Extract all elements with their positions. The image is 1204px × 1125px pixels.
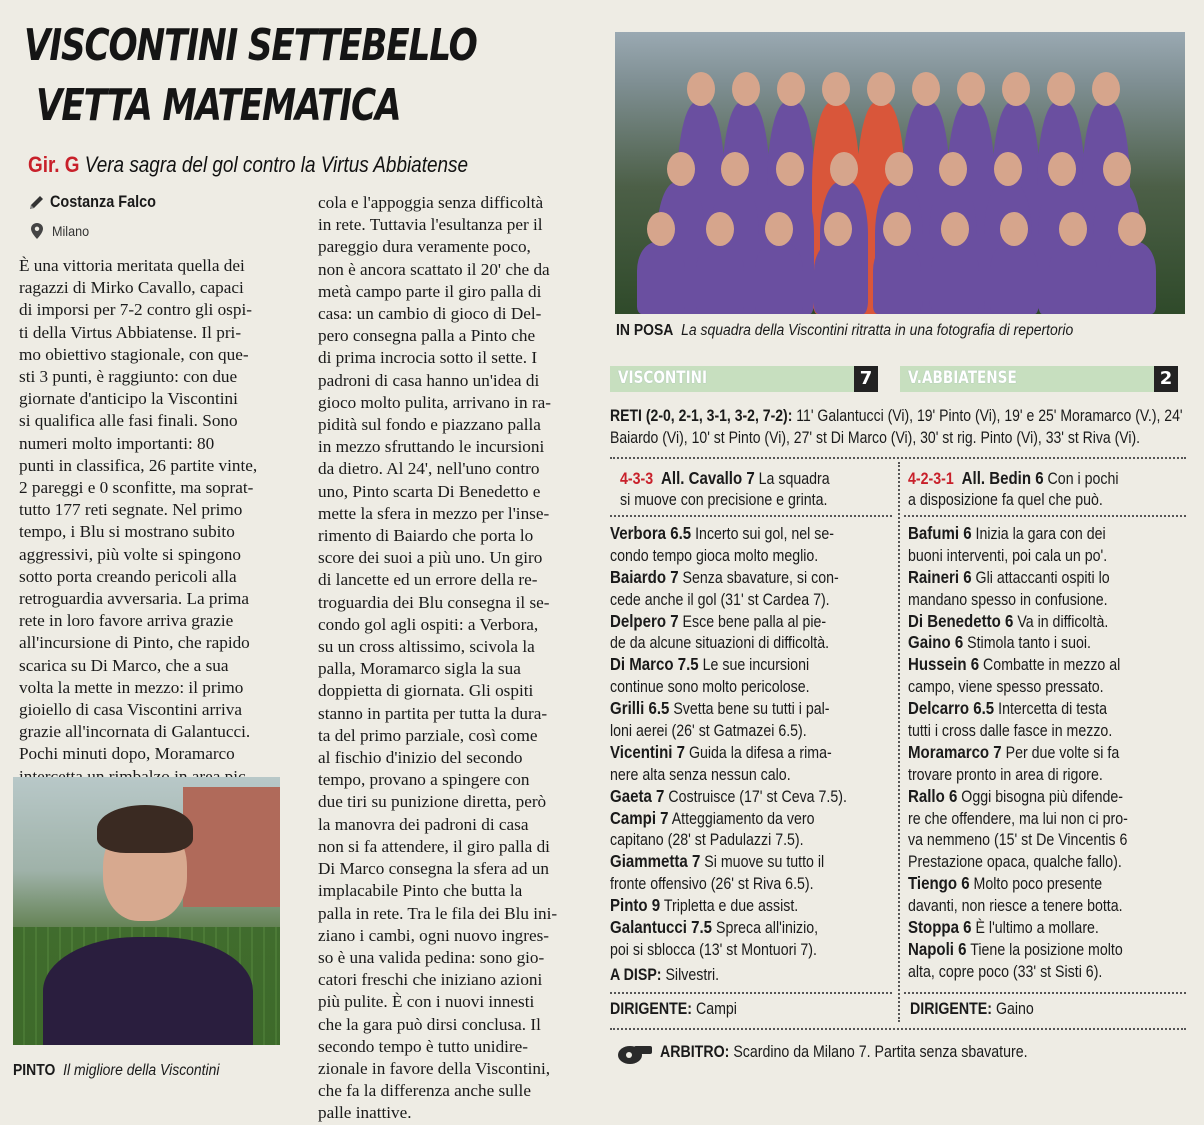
player-rating-line [908, 808, 1153, 830]
team-photo-player [696, 242, 744, 314]
article-line: mo obiettivo stagionale, con que- [19, 344, 249, 364]
player-name-rating: Napoli 6 [908, 938, 967, 959]
player-comment: Spreca all'inizio, [716, 919, 819, 938]
team-photo-face [885, 152, 913, 186]
article-line: più pulite. È con i nuovi innesti [318, 992, 535, 1012]
home-coach-note: La squadra [758, 470, 830, 488]
player-comment: tutti i cross dalle fasce in mezzo. [908, 722, 1113, 741]
away-coach-note: Con i pochi [1047, 470, 1119, 488]
player-comment: fronte offensivo (26' st Riva 6.5). [610, 875, 814, 894]
article-line: padroni di casa hanno un'idea di [318, 370, 540, 390]
player-rating-line [908, 786, 1153, 808]
divider [904, 992, 1186, 994]
player-rating-line [610, 589, 855, 611]
article-line: cola e l'appoggia senza difficoltà [318, 193, 544, 212]
player-comment: Esce bene palla al pie- [682, 612, 827, 631]
player-rating-line [908, 829, 1153, 851]
headline-line1: VISCONTINI SETTEBELLO [24, 20, 477, 71]
article-line: ta del primo parziale, così come [318, 725, 538, 745]
player-rating-line [908, 873, 1153, 895]
home-coach-note: si muove con precisione e grinta. [620, 490, 828, 509]
article-line: ragazzi di Mirko Cavallo, capaci [19, 278, 244, 298]
player-comment: Tiene la posizione molto [970, 940, 1123, 959]
article-line: catori freschi che iniziano azioni [318, 970, 543, 990]
article-line: non è ancora scattato il 20' che da [318, 259, 550, 279]
player-rating-line [610, 786, 855, 808]
player-rating-line [908, 523, 1153, 545]
player-comment: Va in difficoltà. [1017, 612, 1109, 631]
player-comment: re che offendere, ma lui non ci pro- [908, 809, 1128, 828]
article-line: da dietro. Al 24', nell'uno contro [318, 459, 540, 479]
article-line: rete in loro favore arriva grazie [19, 611, 234, 631]
player-rating-line [610, 873, 855, 895]
referee-text: Scardino da Milano 7. Partita senza sbavature. [733, 1043, 1028, 1061]
whistle-icon [616, 1040, 654, 1071]
article-line: palle inattive. [318, 1103, 412, 1123]
home-score: 7 [854, 366, 878, 392]
player-comment: capitano (28' st Padulazzi 7.5). [610, 831, 804, 850]
home-players [610, 523, 895, 961]
player-comment: campo, viene spesso pressato. [908, 678, 1104, 697]
player-rating-line [908, 764, 1153, 786]
article-line: di prima incrocia sotto il sette. I [318, 348, 538, 368]
player-rating-line [610, 742, 855, 764]
article-line: mette la sfera in mezzo per l'inse- [318, 503, 550, 523]
article-line: tutto 177 reti segnate. Nel primo [19, 500, 243, 520]
player-rating-line [908, 742, 1153, 764]
player-rating-line [610, 808, 855, 830]
away-score: 2 [1154, 366, 1178, 392]
article-line: sti 3 punti, è raggiunto: con due [19, 367, 238, 387]
team-photo-face [883, 212, 911, 246]
player-comment: Molto poco presente [973, 875, 1103, 894]
away-coach-note: a disposizione fa quel che può. [908, 490, 1103, 509]
away-team-name: V.ABBIATENSE [908, 368, 1017, 388]
article-line: palla, Moramarco sigla la sua [318, 659, 521, 679]
player-name-rating: Pinto 9 [610, 895, 661, 916]
player-rating-line [908, 545, 1153, 567]
player-name-rating: Verbora 6.5 [610, 523, 692, 543]
building [183, 787, 280, 907]
article-line: È una vittoria meritata quella dei [19, 256, 245, 275]
article-line: doppietta di giornata. Gli ospiti [318, 681, 534, 701]
article-line: Pochi minuti dopo, Moramarco [19, 744, 235, 764]
player-comment: Stimola tanto i suoi. [967, 634, 1091, 653]
player-name-rating: Campi 7 [610, 807, 669, 828]
team-photo-face [1092, 72, 1120, 106]
portrait-caption-label: PINTO [13, 1062, 56, 1079]
goals-line-1: 11' Galantucci (Vi), 19' Pinto (Vi), 19' e 25' Moramarco (V.), 24' [796, 407, 1183, 425]
team-photo-caption-label: IN POSA [616, 322, 674, 339]
team-photo-player [873, 242, 921, 314]
article-line: pareggio dura veramente poco, [318, 237, 531, 257]
divider [610, 1028, 1186, 1030]
article-line: punti in classifica, 26 partite vinte, [19, 455, 258, 475]
player-comment: nere alta senza nessun calo. [610, 765, 791, 784]
team-photo-player [990, 242, 1038, 314]
goals-label: RETI (2-0, 2-1, 3-1, 3-2, 7-2): [610, 407, 793, 425]
divider [898, 462, 900, 1022]
player-name-rating: Baiardo 7 [610, 566, 679, 587]
article-line: in mezzo sfruttando le incursioni [318, 437, 545, 457]
player-rating-line [610, 829, 855, 851]
divider [610, 992, 892, 994]
away-team-bar [900, 366, 1178, 392]
article-line: metà campo parte il giro palla di [318, 281, 542, 301]
player-comment: Gli attaccanti ospiti lo [975, 568, 1110, 587]
article-line: ti della Virtus Abbiatense. Il pri- [19, 322, 242, 342]
team-photo-face [957, 72, 985, 106]
player-comment: Intercetta di testa [998, 700, 1107, 719]
article-line: di lancette ed un errore della re- [318, 570, 538, 590]
article-line: gioco molto pulita, arrivano in ra- [318, 392, 551, 412]
article-line: so è una valida pedina: sono gio- [318, 947, 545, 967]
home-team-bar [610, 366, 878, 392]
team-photo-player [1049, 242, 1097, 314]
team-photo-face [822, 72, 850, 106]
player-rating-line [908, 851, 1153, 873]
player-comment: Combatte in mezzo al [983, 656, 1121, 675]
portrait-caption [13, 1062, 220, 1080]
team-photo-face [777, 72, 805, 106]
away-director-text: Gaino [995, 1000, 1034, 1018]
player-rating-line [610, 895, 855, 917]
article-line: sotto porta creando pericoli alla [19, 566, 237, 586]
team-photo-face [1118, 212, 1146, 246]
article-line: casa: un cambio di gioco di Del- [318, 304, 542, 324]
home-bench-text: Silvestri. [665, 966, 720, 984]
player-comment: Si muove su tutto il [704, 853, 825, 872]
article-line: su un cross altissimo, scivola la [318, 637, 535, 657]
team-photo-face [687, 72, 715, 106]
player-name-rating: Rallo 6 [908, 785, 958, 806]
team-photo-face [994, 152, 1022, 186]
player-comment: loni aerei (26' st Gatmazei 6.5). [610, 722, 807, 741]
player-name-rating: Moramarco 7 [908, 741, 1002, 762]
player-comment: Atteggiamento da vero [671, 809, 815, 828]
article-line: al fischio d'inizio del secondo [318, 748, 523, 768]
team-photo-player [931, 242, 979, 314]
team-photo-face [912, 72, 940, 106]
team-photo-face [667, 152, 695, 186]
player-rating-line [610, 698, 855, 720]
article-line: zionale in favore della Viscontini, [318, 1058, 551, 1078]
team-photo-face [1002, 72, 1030, 106]
player-comment: Inizia la gara con dei [975, 525, 1106, 543]
referee [660, 1043, 1028, 1062]
article-line: che fa la differenza anche sulle [318, 1081, 531, 1101]
player-rating-line [908, 895, 1153, 917]
player-comment: Prestazione opaca, qualche fallo). [908, 853, 1122, 872]
article-column-2 [318, 192, 580, 1125]
article-line: troguardia dei Blu consegna il se- [318, 592, 550, 612]
player-rating-line [610, 917, 855, 939]
player-rating-line [610, 632, 855, 654]
player-rating-line [908, 961, 1153, 983]
article-line: Di Marco consegna la sfera ad un [318, 859, 549, 879]
away-lineup [908, 468, 1188, 512]
article-line: tempo, provano a spingere con [318, 770, 530, 790]
team-photo-caption-text: La squadra della Viscontini ritratta in una fotografia di repertorio [681, 322, 1074, 339]
player-comment: buoni interventi, poi cala un po'. [908, 546, 1108, 565]
player-comment: trovare pronto in area di rigore. [908, 765, 1103, 784]
article-line: implacabile Pinto che butta la [318, 881, 523, 901]
home-director-text: Campi [695, 1000, 737, 1018]
home-bench [610, 966, 719, 985]
article-line: retroguardia avversaria. La prima [19, 589, 250, 609]
player-name-rating: Gaino 6 [908, 632, 964, 653]
team-photo-face [706, 212, 734, 246]
team-photo-face [1048, 152, 1076, 186]
home-director-label: DIRIGENTE: [610, 1000, 692, 1018]
player-comment: Svetta bene su tutti i pal- [673, 700, 830, 719]
player-comment: Per due volte si fa [1005, 743, 1120, 762]
team-photo-player [637, 242, 685, 314]
player-comment: continue sono molto pericolose. [610, 678, 810, 697]
player-name-rating: Di Marco 7.5 [610, 654, 699, 675]
article-line: la manovra dei padroni di casa [318, 814, 529, 834]
home-bench-label: A DISP: [610, 966, 662, 984]
author: Costanza Falco [50, 192, 156, 211]
article-line: ziano i cambi, ogni nuovo ingres- [318, 925, 550, 945]
player-rating-line [908, 589, 1153, 611]
player-name-rating: Tiengo 6 [908, 873, 970, 894]
away-coach: All. Bedin 6 [961, 468, 1044, 488]
divider [904, 515, 1186, 517]
away-director-label: DIRIGENTE: [910, 1000, 992, 1018]
goals-line-2: Baiardo (Vi), 10' st Pinto (Vi), 27' st Di Marco (Vi), 30' st rig. Pinto (Vi), 33' st Riva (Vi). [610, 429, 1141, 447]
player-rating-line [610, 720, 855, 742]
player-comment: Le sue incursioni [702, 656, 810, 675]
player-rating-line [908, 917, 1153, 939]
player-comment: mandano spesso in confusione. [908, 590, 1108, 609]
article-line: condo gol agli ospiti: a Verbora, [318, 614, 539, 634]
article-line: aggressivi, più volte si spingono [19, 544, 241, 564]
article-line: palla in rete. Tra le fila dei Blu ini- [318, 903, 558, 923]
player-rating-line [908, 654, 1153, 676]
player-rating-line [610, 611, 855, 633]
player-comment: Costruisce (17' st Ceva 7.5). [668, 787, 847, 806]
player-name-rating: Delcarro 6.5 [908, 698, 995, 719]
player-name-rating: Giammetta 7 [610, 851, 701, 872]
team-photo-player [1108, 242, 1156, 314]
divider [610, 457, 1186, 459]
team-photo-player [755, 242, 803, 314]
player-rating-line [610, 851, 855, 873]
player-rating-line [610, 654, 855, 676]
player-name-rating: Hussein 6 [908, 654, 980, 675]
team-photo-caption [616, 322, 1073, 340]
team-photo-face [824, 212, 852, 246]
player-comment: alta, copre poco (33' st Sisti 6). [908, 962, 1103, 981]
player-comment: Senza sbavature, si con- [682, 568, 839, 587]
player-name-rating: Di Benedetto 6 [908, 610, 1014, 631]
player-rating-line [908, 611, 1153, 633]
goals-summary [610, 405, 1200, 449]
player-comment: davanti, non riesce a tenere botta. [908, 897, 1123, 916]
player-name-rating: Grilli 6.5 [610, 698, 670, 719]
portrait-hair [97, 805, 193, 853]
player-comment: Tripletta e due assist. [663, 897, 799, 916]
referee-label: ARBITRO: [660, 1043, 730, 1061]
article-line: grazie all'incornata di Galantucci. [19, 722, 251, 742]
player-rating-line [908, 698, 1153, 720]
player-comment: È l'ultimo a mollare. [975, 919, 1099, 938]
away-director [910, 1000, 1034, 1019]
player-comment: poi si sblocca (13' st Montuori 7). [610, 940, 817, 959]
team-photo-face [732, 72, 760, 106]
location-pin-icon [31, 223, 43, 244]
team-photo-face [1103, 152, 1131, 186]
article-line: pero consegna palla a Pinto che [318, 326, 536, 346]
article-line: non si fa attendere, il giro palla di [318, 836, 550, 856]
article-line: 2 pareggi e 0 sconfitte, ma soprat- [19, 478, 254, 498]
player-name-rating: Stoppa 6 [908, 917, 972, 938]
player-rating-line [610, 567, 855, 589]
player-rating-line [610, 939, 855, 961]
subheading [28, 152, 468, 178]
away-formation: 4-2-3-1 [908, 470, 954, 488]
player-comment: Guida la difesa a rima- [688, 743, 832, 762]
player-name-rating: Galantucci 7.5 [610, 917, 713, 938]
player-name-rating: Raineri 6 [908, 566, 972, 587]
player-comment: Incerto sui gol, nel se- [695, 525, 834, 543]
article-line: gioiello di casa Viscontini arriva [19, 700, 242, 720]
player-name-rating: Gaeta 7 [610, 785, 665, 806]
team-photo-face [765, 212, 793, 246]
home-coach: All. Cavallo 7 [661, 468, 755, 488]
article-line: pidità sul fondo e piazzano palla [318, 415, 541, 435]
home-director [610, 1000, 737, 1019]
player-name-rating: Bafumi 6 [908, 523, 972, 543]
article-line: stanno in partita per tutta la dura- [318, 703, 548, 723]
team-photo-face [776, 152, 804, 186]
player-comment: de da alcune situazioni di difficoltà. [610, 634, 830, 653]
location: Milano [52, 223, 90, 239]
article-column-1 [19, 255, 285, 788]
player-rating-line [610, 676, 855, 698]
article-line: score dei suoi a più uno. Un giro [318, 548, 543, 568]
article-line: tempo, i Blu si mostrano subito [19, 522, 235, 542]
player-comment: Oggi bisogna più difende- [961, 787, 1124, 806]
article-line: di imporsi per 7-2 contro gli ospi- [19, 300, 252, 320]
player-comment: condo tempo gioca molto meglio. [610, 546, 819, 565]
away-players [908, 523, 1193, 983]
article-line: secondo tempo è tutto unidire- [318, 1036, 529, 1056]
subheading-tag: Gir. G [28, 152, 80, 177]
article-line: si qualifica alle fasi finali. Sono [19, 411, 238, 431]
player-rating-line [610, 764, 855, 786]
article-line: uno, Pinto scarta Di Benedetto e [318, 481, 541, 501]
pencil-icon [28, 193, 46, 216]
article-line: scarica su Di Marco, che a sua [19, 655, 229, 675]
player-comment: va nemmeno (15' st De Vincentis 6 [908, 831, 1128, 850]
team-photo [615, 32, 1185, 314]
team-photo-face [647, 212, 675, 246]
article-line: numeri molto importanti: 80 [19, 433, 215, 453]
player-rating-line [610, 523, 855, 545]
player-rating-line [908, 939, 1153, 961]
team-photo-face [867, 72, 895, 106]
player-name-rating: Vicentini 7 [610, 741, 686, 762]
player-rating-line [908, 632, 1153, 654]
article-line: all'incursione di Pinto, che rapido [19, 633, 250, 653]
portrait-caption-text: Il migliore della Viscontini [63, 1062, 220, 1079]
player-rating-line [908, 676, 1153, 698]
article-line: due tiri su punizione diretta, però [318, 792, 547, 812]
team-photo-face [1047, 72, 1075, 106]
player-rating-line [908, 720, 1153, 742]
home-team-name: VISCONTINI [618, 368, 708, 388]
player-comment: cede anche il gol (31' st Cardea 7). [610, 590, 830, 609]
article-line: rimento di Baiardo che porta lo [318, 526, 534, 546]
portrait-photo [13, 777, 280, 1045]
article-line: giornate d'anticipo la Viscontini [19, 389, 238, 409]
home-formation: 4-3-3 [620, 470, 654, 488]
article-line: volta la mette in mezzo: il primo [19, 677, 244, 697]
team-photo-player [814, 242, 862, 314]
article-line: che la gara può dirsi conclusa. Il [318, 1014, 541, 1034]
divider [610, 515, 892, 517]
headline-line2: VETTA MATEMATICA [36, 80, 401, 131]
subheading-text: Vera sagra del gol contro la Virtus Abbiatense [84, 152, 468, 177]
player-rating-line [610, 545, 855, 567]
article-line: in rete. Tuttavia l'esultanza per il [318, 215, 543, 235]
player-name-rating: Delpero 7 [610, 610, 679, 631]
home-lineup [620, 468, 895, 512]
player-rating-line [908, 567, 1153, 589]
portrait-jersey [43, 937, 253, 1045]
